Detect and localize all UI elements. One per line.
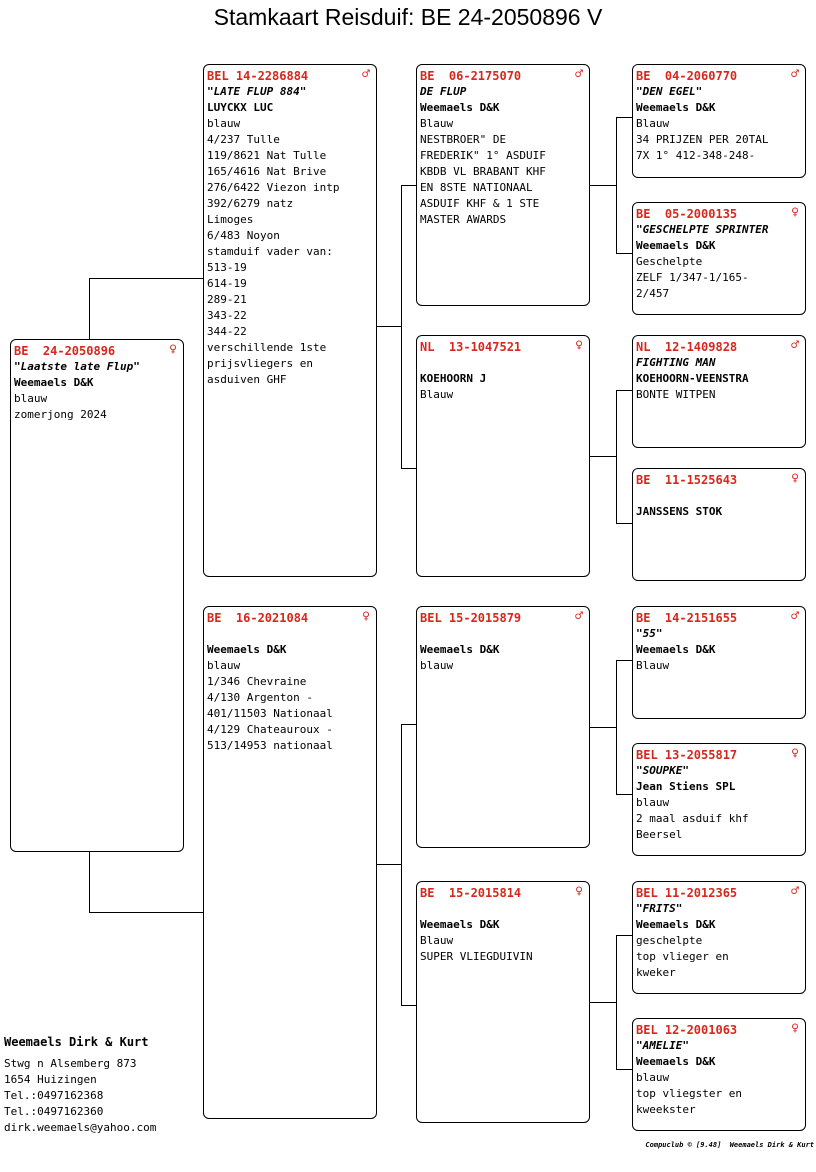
info-line: 343-22: [207, 309, 247, 322]
ring-number: BE 11-1525643: [636, 473, 738, 487]
info-line: 2/457: [636, 287, 670, 300]
connector: [89, 278, 90, 339]
ring-number: BEL 13-2055817: [636, 748, 738, 762]
ring-number: BE 06-2175070: [420, 69, 522, 83]
pigeon-name: "55": [636, 627, 663, 640]
info-line: Blauw: [420, 388, 454, 401]
info-line: Blauw: [420, 934, 454, 947]
info-line: stamduif vader van:: [207, 245, 333, 258]
info-line: 392/6279 natz: [207, 197, 294, 210]
breeder-city: 1654 Huizingen: [4, 1073, 97, 1086]
info-line: Blauw: [420, 117, 454, 130]
connector: [616, 794, 632, 795]
pedigree-box-mfm[interactable]: [632, 743, 806, 856]
owner-name: KOEHOORN-VEENSTRA: [636, 372, 749, 385]
female-symbol-icon: ♀: [791, 746, 799, 761]
owner-name: Weemaels D&K: [636, 643, 716, 656]
info-line: prijsvliegers en: [207, 357, 313, 370]
connector: [590, 1002, 617, 1003]
info-line: Geschelpte: [636, 255, 703, 268]
female-symbol-icon: ♀: [791, 471, 799, 486]
info-line: blauw: [14, 392, 48, 405]
connector: [590, 727, 617, 728]
info-line: MASTER AWARDS: [420, 213, 507, 226]
owner-name: Jean Stiens SPL: [636, 780, 736, 793]
info-line: 4/129 Chateauroux -: [207, 723, 333, 736]
ring-number: BE 15-2015814: [420, 886, 522, 900]
female-symbol-icon: ♀: [791, 205, 799, 220]
pedigree-box-mother-mother[interactable]: [416, 881, 590, 1123]
info-line: 1/346 Chevraine: [207, 675, 307, 688]
connector: [616, 117, 617, 254]
connector: [401, 1005, 416, 1006]
male-symbol-icon: ♂: [362, 67, 370, 82]
info-line: 276/6422 Viezon intp: [207, 181, 340, 194]
info-line: 513/14953 nationaal: [207, 739, 333, 752]
pigeon-name: "SOUPKE": [636, 764, 689, 777]
pigeon-name: "AMELIE": [636, 1039, 689, 1052]
owner-name: Weemaels D&K: [636, 1055, 716, 1068]
info-line: 513-19: [207, 261, 247, 274]
info-line: 344-22: [207, 325, 247, 338]
info-line: verschillende 1ste: [207, 341, 327, 354]
info-line: 7X 1° 412-348-248-: [636, 149, 756, 162]
empty-name-line: [420, 355, 586, 371]
owner-name: KOEHOORN J: [420, 372, 487, 385]
info-line: kweker: [636, 966, 676, 979]
info-line: FREDERIK" 1° ASDUIF: [420, 149, 546, 162]
info-line: KBDB VL BRABANT KHF: [420, 165, 546, 178]
connector: [616, 253, 632, 254]
info-line: ASDUIF KHF & 1 STE: [420, 197, 540, 210]
breeder-address-block: [4, 1034, 156, 1136]
female-symbol-icon: ♀: [362, 609, 370, 624]
info-line: top vlieger en: [636, 950, 729, 963]
connector: [616, 935, 632, 936]
ring-number: BEL 11-2012365: [636, 886, 738, 900]
empty-name-line: [420, 626, 586, 642]
male-symbol-icon: ♂: [791, 609, 799, 624]
connector: [616, 117, 632, 118]
info-line: Blauw: [636, 117, 670, 130]
info-line: BONTE WITPEN: [636, 388, 716, 401]
owner-name: Weemaels D&K: [14, 376, 94, 389]
connector: [401, 185, 416, 186]
info-line: asduiven GHF: [207, 373, 287, 386]
info-line: 4/130 Argenton -: [207, 691, 313, 704]
empty-name-line: [636, 488, 802, 504]
owner-name: Weemaels D&K: [636, 918, 716, 931]
owner-name: Weemaels D&K: [207, 643, 287, 656]
empty-name-line: [207, 626, 373, 642]
connector: [401, 724, 402, 1006]
info-line: 4/237 Tulle: [207, 133, 280, 146]
connector: [89, 912, 203, 913]
info-line: Blauw: [636, 659, 670, 672]
ring-number: BEL 15-2015879: [420, 611, 522, 625]
male-symbol-icon: ♂: [791, 67, 799, 82]
pigeon-name: "DEN EGEL": [636, 85, 703, 98]
pedigree-box-mmf[interactable]: [632, 881, 806, 994]
pigeon-name: DE FLUP: [420, 85, 467, 98]
female-symbol-icon: ♀: [791, 1021, 799, 1036]
empty-name-line: [420, 901, 586, 917]
pedigree-box-ffm[interactable]: [632, 202, 806, 315]
owner-name: Weemaels D&K: [636, 101, 716, 114]
info-line: Limoges: [207, 213, 254, 226]
male-symbol-icon: ♂: [575, 67, 583, 82]
connector: [616, 660, 617, 795]
info-line: 6/483 Noyon: [207, 229, 280, 242]
info-line: blauw: [207, 659, 241, 672]
connector: [401, 724, 416, 725]
info-line: EN 8STE NATIONAAL: [420, 181, 533, 194]
pigeon-name: "FRITS": [636, 902, 683, 915]
info-line: geschelpte: [636, 934, 703, 947]
connector: [89, 852, 90, 913]
pedigree-box-father-father[interactable]: [416, 64, 590, 306]
owner-name: JANSSENS STOK: [636, 505, 723, 518]
pigeon-name: FIGHTING MAN: [636, 356, 716, 369]
info-line: blauw: [207, 117, 241, 130]
ring-number: NL 12-1409828: [636, 340, 738, 354]
info-line: ZELF 1/347-1/165-: [636, 271, 749, 284]
breeder-tel-2: Tel.:0497162360: [4, 1105, 104, 1118]
owner-name: Weemaels D&K: [636, 239, 716, 252]
ring-number: BEL 14-2286884: [207, 69, 309, 83]
info-line: SUPER VLIEGDUIVIN: [420, 950, 533, 963]
connector: [590, 185, 617, 186]
info-line: 34 PRIJZEN PER 20TAL: [636, 133, 769, 146]
connector: [377, 864, 402, 865]
info-line: 614-19: [207, 277, 247, 290]
info-line: 289-21: [207, 293, 247, 306]
page-title: Stamkaart Reisduif: BE 24-2050896 V: [213, 4, 603, 30]
connector: [401, 468, 416, 469]
connector: [616, 1069, 632, 1070]
info-line: kweekster: [636, 1103, 696, 1116]
pedigree-box-father[interactable]: [203, 64, 377, 577]
info-line: 165/4616 Nat Brive: [207, 165, 327, 178]
breeder-tel-1: Tel.:0497162368: [4, 1089, 104, 1102]
ring-number: BE 16-2021084: [207, 611, 309, 625]
pedigree-box-mother[interactable]: [203, 606, 377, 1119]
connector: [616, 390, 632, 391]
ring-number: NL 13-1047521: [420, 340, 522, 354]
ring-number: BE 04-2060770: [636, 69, 738, 83]
connector: [616, 390, 617, 524]
info-line: top vliegster en: [636, 1087, 742, 1100]
info-line: blauw: [420, 659, 454, 672]
ring-number: BE 05-2000135: [636, 207, 738, 221]
info-line: zomerjong 2024: [14, 408, 107, 421]
breeder-name: Weemaels Dirk & Kurt: [4, 1035, 149, 1049]
owner-name: Weemaels D&K: [420, 101, 500, 114]
male-symbol-icon: ♂: [791, 884, 799, 899]
ring-number: BE 14-2151655: [636, 611, 738, 625]
pigeon-name: "GESCHELPTE SPRINTER: [636, 223, 769, 236]
footer-credit: Compuclub © [9.48] Weemaels Dirk & Kurt: [645, 1141, 814, 1149]
info-line: blauw: [636, 1071, 670, 1084]
info-line: 401/11503 Nationaal: [207, 707, 333, 720]
pedigree-box-mff[interactable]: [632, 606, 806, 719]
ring-number: BE 24-2050896: [14, 344, 116, 358]
female-symbol-icon: ♀: [575, 884, 583, 899]
info-line: 2 maal asduif khf: [636, 812, 749, 825]
owner-name: LUYCKX LUC: [207, 101, 274, 114]
pigeon-name: "Laatste late Flup": [14, 360, 140, 373]
connector: [616, 660, 632, 661]
male-symbol-icon: ♂: [791, 338, 799, 353]
connector: [377, 326, 402, 327]
connector: [590, 456, 617, 457]
connector: [89, 278, 203, 279]
owner-name: Weemaels D&K: [420, 918, 500, 931]
male-symbol-icon: ♂: [575, 609, 583, 624]
info-line: 119/8621 Nat Tulle: [207, 149, 327, 162]
owner-name: Weemaels D&K: [420, 643, 500, 656]
info-line: NESTBROER" DE: [420, 133, 507, 146]
info-line: blauw: [636, 796, 670, 809]
pedigree-box-father-mother[interactable]: [416, 335, 590, 577]
pedigree-box-mother-father[interactable]: [416, 606, 590, 848]
pedigree-box-subject[interactable]: [10, 339, 184, 852]
info-line: Beersel: [636, 828, 683, 841]
pedigree-box-fmf[interactable]: [632, 335, 806, 448]
ring-number: BEL 12-2001063: [636, 1023, 738, 1037]
breeder-email[interactable]: dirk.weemaels@yahoo.com: [4, 1121, 157, 1134]
connector: [616, 935, 617, 1070]
pedigree-box-mmm[interactable]: [632, 1018, 806, 1131]
female-symbol-icon: ♀: [169, 342, 177, 357]
breeder-street: Stwg n Alsemberg 873: [4, 1057, 137, 1070]
pedigree-box-fff[interactable]: [632, 64, 806, 178]
connector: [616, 523, 632, 524]
pigeon-name: "LATE FLUP 884": [207, 85, 307, 98]
female-symbol-icon: ♀: [575, 338, 583, 353]
pedigree-box-fmm[interactable]: [632, 468, 806, 581]
connector: [401, 185, 402, 469]
